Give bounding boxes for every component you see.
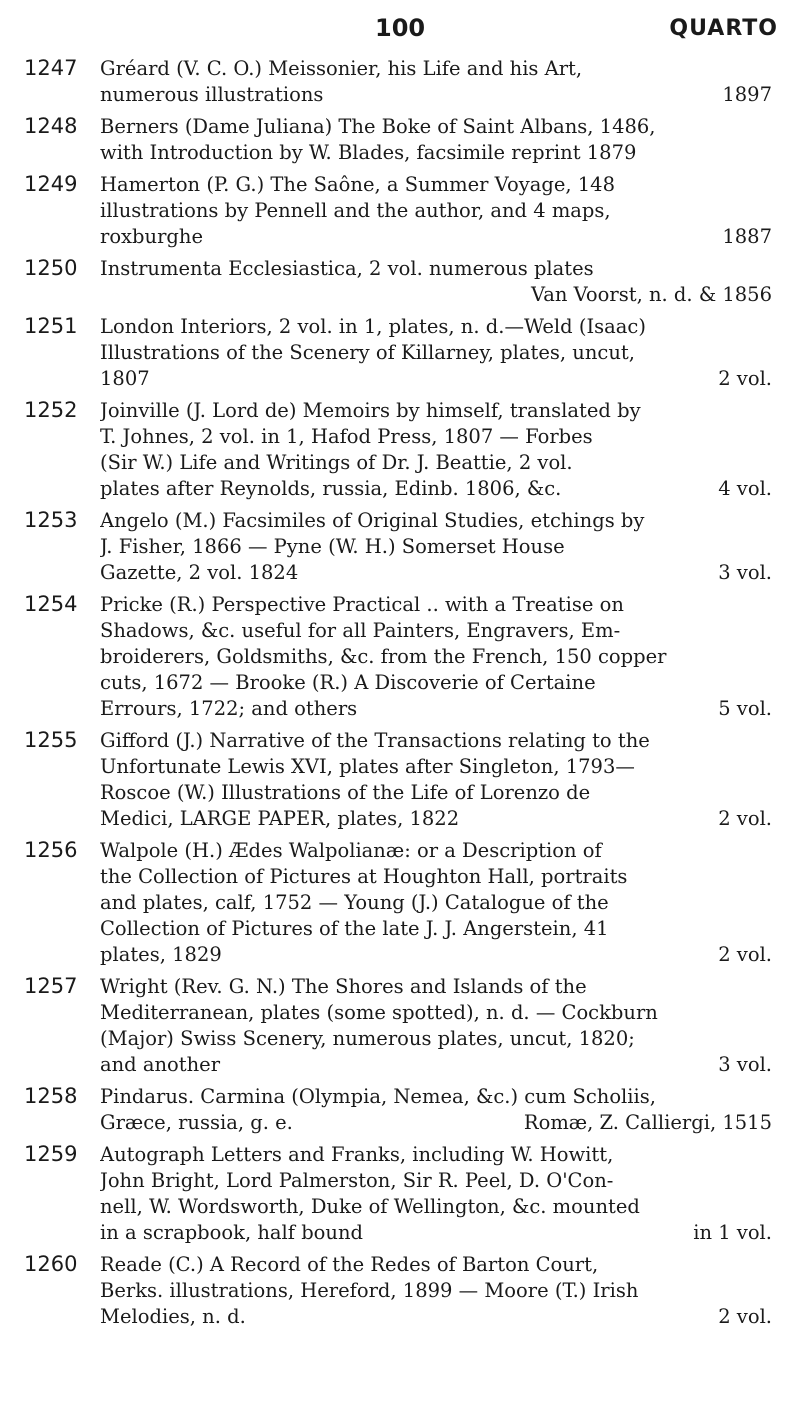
line-text: Gifford (J.) Narrative of the Transactions relating to the — [100, 729, 650, 752]
line-text: Roscoe (W.) Illustrations of the Life of Lorenzo de — [100, 781, 591, 804]
lot-number: 1255 — [24, 728, 78, 752]
catalogue-entries — [0, 56, 800, 1336]
catalogue-entry — [0, 314, 800, 392]
entry-line — [100, 696, 772, 722]
entry-line — [100, 670, 772, 696]
line-text: Instrumenta Ecclesiastica, 2 vol. numerous plates — [100, 257, 594, 280]
line-end: 3 vol. — [718, 1053, 772, 1076]
entry-description — [100, 838, 772, 968]
entry-line — [100, 1220, 772, 1246]
line-end: 4 vol. — [718, 477, 772, 500]
line-text: illustrations by Pennell and the author, and 4 maps, — [100, 199, 611, 222]
entry-line — [100, 644, 772, 670]
entry-line — [100, 508, 772, 534]
entry-line — [100, 140, 772, 166]
line-end: in 1 vol. — [693, 1221, 772, 1244]
entry-line — [100, 282, 772, 308]
line-text: Hamerton (P. G.) The Saône, a Summer Voyage, 148 — [100, 173, 615, 196]
entry-line — [100, 424, 772, 450]
catalogue-entry — [0, 172, 800, 250]
page-header — [0, 14, 800, 44]
line-text: Angelo (M.) Facsimiles of Original Studies, etchings by — [100, 509, 645, 532]
entry-description — [100, 314, 772, 392]
line-text: Berners (Dame Juliana) The Boke of Saint Albans, 1486, — [100, 115, 656, 138]
catalogue-entry — [0, 1252, 800, 1330]
line-text: with Introduction by W. Blades, facsimile reprint 1879 — [100, 141, 637, 164]
line-text: Autograph Letters and Franks, including W. Howitt, — [100, 1143, 614, 1166]
entry-line — [100, 890, 772, 916]
line-text: T. Johnes, 2 vol. in 1, Hafod Press, 1807 — Forbes — [100, 425, 593, 448]
entry-line — [100, 56, 772, 82]
lot-number: 1253 — [24, 508, 78, 532]
entry-line — [100, 806, 772, 832]
entry-line — [100, 1110, 772, 1136]
line-text: Wright (Rev. G. N.) The Shores and Islands of the — [100, 975, 587, 998]
lot-number: 1259 — [24, 1142, 78, 1166]
entry-line — [100, 1252, 772, 1278]
line-text: Shadows, &c. useful for all Painters, Engravers, Em- — [100, 619, 621, 642]
line-text: plates after Reynolds, russia, Edinb. 1806, &c. — [100, 477, 562, 500]
line-text: Græce, russia, g. e. — [100, 1111, 293, 1134]
entry-line — [100, 1052, 772, 1078]
entry-description — [100, 592, 772, 722]
line-text: Berks. illustrations, Hereford, 1899 — Moore (T.) Irish — [100, 1279, 639, 1302]
line-text: Gréard (V. C. O.) Meissonier, his Life and his Art, — [100, 57, 583, 80]
line-text: broiderers, Goldsmiths, &c. from the French, 150 copper — [100, 645, 667, 668]
entry-line — [100, 974, 772, 1000]
entry-description — [100, 728, 772, 832]
lot-number: 1251 — [24, 314, 78, 338]
line-text: nell, W. Wordsworth, Duke of Wellington, &c. mounted — [100, 1195, 640, 1218]
lot-number: 1254 — [24, 592, 78, 616]
entry-description — [100, 1084, 772, 1136]
entry-description — [100, 398, 772, 502]
catalogue-entry — [0, 114, 800, 166]
lot-number: 1250 — [24, 256, 78, 280]
line-end: 2 vol. — [718, 943, 772, 966]
line-text: Joinville (J. Lord de) Memoirs by himself, translated by — [100, 399, 641, 422]
catalogue-entry — [0, 1142, 800, 1246]
entry-line — [100, 224, 772, 250]
line-text: Reade (C.) A Record of the Redes of Barton Court, — [100, 1253, 599, 1276]
catalogue-entry — [0, 592, 800, 722]
entry-description — [100, 256, 772, 308]
entry-line — [100, 534, 772, 560]
catalogue-entry — [0, 508, 800, 586]
entry-line — [100, 942, 772, 968]
line-text: John Bright, Lord Palmerston, Sir R. Peel, D. O'Con- — [100, 1169, 614, 1192]
entry-line — [100, 340, 772, 366]
lot-number: 1249 — [24, 172, 78, 196]
line-text: 1807 — [100, 367, 150, 390]
entry-line — [100, 314, 772, 340]
line-end: 1897 — [722, 83, 772, 106]
line-text: (Major) Swiss Scenery, numerous plates, uncut, 1820; — [100, 1027, 635, 1050]
entry-line — [100, 476, 772, 502]
line-text: (Sir W.) Life and Writings of Dr. J. Beattie, 2 vol. — [100, 451, 573, 474]
entry-line — [100, 1000, 772, 1026]
line-end: Romæ, Z. Calliergi, 1515 — [523, 1111, 772, 1134]
line-text: Mediterranean, plates (some spotted), n. d. — Cockburn — [100, 1001, 658, 1024]
entry-line — [100, 864, 772, 890]
lot-number: 1258 — [24, 1084, 78, 1108]
line-text: Gazette, 2 vol. 1824 — [100, 561, 299, 584]
entry-line — [100, 916, 772, 942]
entry-line — [100, 172, 772, 198]
line-end: 2 vol. — [718, 1305, 772, 1328]
catalogue-entry — [0, 398, 800, 502]
lot-number: 1248 — [24, 114, 78, 138]
entry-line — [100, 366, 772, 392]
entry-line — [100, 754, 772, 780]
catalogue-entry — [0, 56, 800, 108]
line-end: 2 vol. — [718, 367, 772, 390]
running-head: QUARTO — [669, 16, 778, 41]
line-end: 1887 — [722, 225, 772, 248]
entry-line — [100, 1084, 772, 1110]
entry-line — [100, 1168, 772, 1194]
line-text: Errours, 1722; and others — [100, 697, 358, 720]
entry-line — [100, 1026, 772, 1052]
catalogue-entry — [0, 728, 800, 832]
entry-description — [100, 56, 772, 108]
lot-number: 1252 — [24, 398, 78, 422]
entry-description — [100, 974, 772, 1078]
line-end: 3 vol. — [718, 561, 772, 584]
line-text: Collection of Pictures of the late J. J. Angerstein, 41 — [100, 917, 609, 940]
line-text: the Collection of Pictures at Houghton Hall, portraits — [100, 865, 628, 888]
entry-description — [100, 114, 772, 166]
entry-line — [100, 1278, 772, 1304]
catalogue-entry — [0, 256, 800, 308]
entry-description — [100, 508, 772, 586]
entry-line — [100, 560, 772, 586]
entry-line — [100, 1194, 772, 1220]
line-text: and plates, calf, 1752 — Young (J.) Catalogue of the — [100, 891, 609, 914]
entry-description — [100, 172, 772, 250]
line-end: 5 vol. — [718, 697, 772, 720]
entry-line — [100, 450, 772, 476]
line-text: cuts, 1672 — Brooke (R.) A Discoverie of Certaine — [100, 671, 596, 694]
entry-line — [100, 728, 772, 754]
entry-line — [100, 592, 772, 618]
entry-line — [100, 82, 772, 108]
catalogue-entry — [0, 1084, 800, 1136]
entry-line — [100, 398, 772, 424]
catalogue-entry — [0, 838, 800, 968]
line-text: Medici, LARGE PAPER, plates, 1822 — [100, 807, 460, 830]
line-text: Unfortunate Lewis XVI, plates after Singleton, 1793— — [100, 755, 635, 778]
entry-line — [100, 256, 772, 282]
entry-line — [100, 838, 772, 864]
line-text: Walpole (H.) Ædes Walpolianæ: or a Description of — [100, 839, 602, 862]
line-text: Pindarus. Carmina (Olympia, Nemea, &c.) cum Scholiis, — [100, 1085, 656, 1108]
lot-number: 1256 — [24, 838, 78, 862]
catalogue-entry — [0, 974, 800, 1078]
line-text: Illustrations of the Scenery of Killarney, plates, uncut, — [100, 341, 635, 364]
line-text: in a scrapbook, half bound — [100, 1221, 364, 1244]
line-text: Pricke (R.) Perspective Practical .. with a Treatise on — [100, 593, 624, 616]
entry-description — [100, 1252, 772, 1330]
line-text: Melodies, n. d. — [100, 1305, 246, 1328]
entry-description — [100, 1142, 772, 1246]
lot-number: 1257 — [24, 974, 78, 998]
line-text: and another — [100, 1053, 221, 1076]
entry-line — [100, 1304, 772, 1330]
lot-number: 1260 — [24, 1252, 78, 1276]
line-end: Van Voorst, n. d. & 1856 — [530, 283, 772, 306]
entry-line — [100, 618, 772, 644]
line-end: 2 vol. — [718, 807, 772, 830]
entry-line — [100, 198, 772, 224]
line-text: numerous illustrations — [100, 83, 324, 106]
entry-line — [100, 114, 772, 140]
lot-number: 1247 — [24, 56, 78, 80]
page-number: 100 — [375, 14, 426, 42]
line-text: London Interiors, 2 vol. in 1, plates, n. d.—Weld (Isaac) — [100, 315, 646, 338]
entry-line — [100, 780, 772, 806]
entry-line — [100, 1142, 772, 1168]
line-text: plates, 1829 — [100, 943, 222, 966]
line-text: roxburghe — [100, 225, 204, 248]
line-text: J. Fisher, 1866 — Pyne (W. H.) Somerset House — [100, 535, 565, 558]
